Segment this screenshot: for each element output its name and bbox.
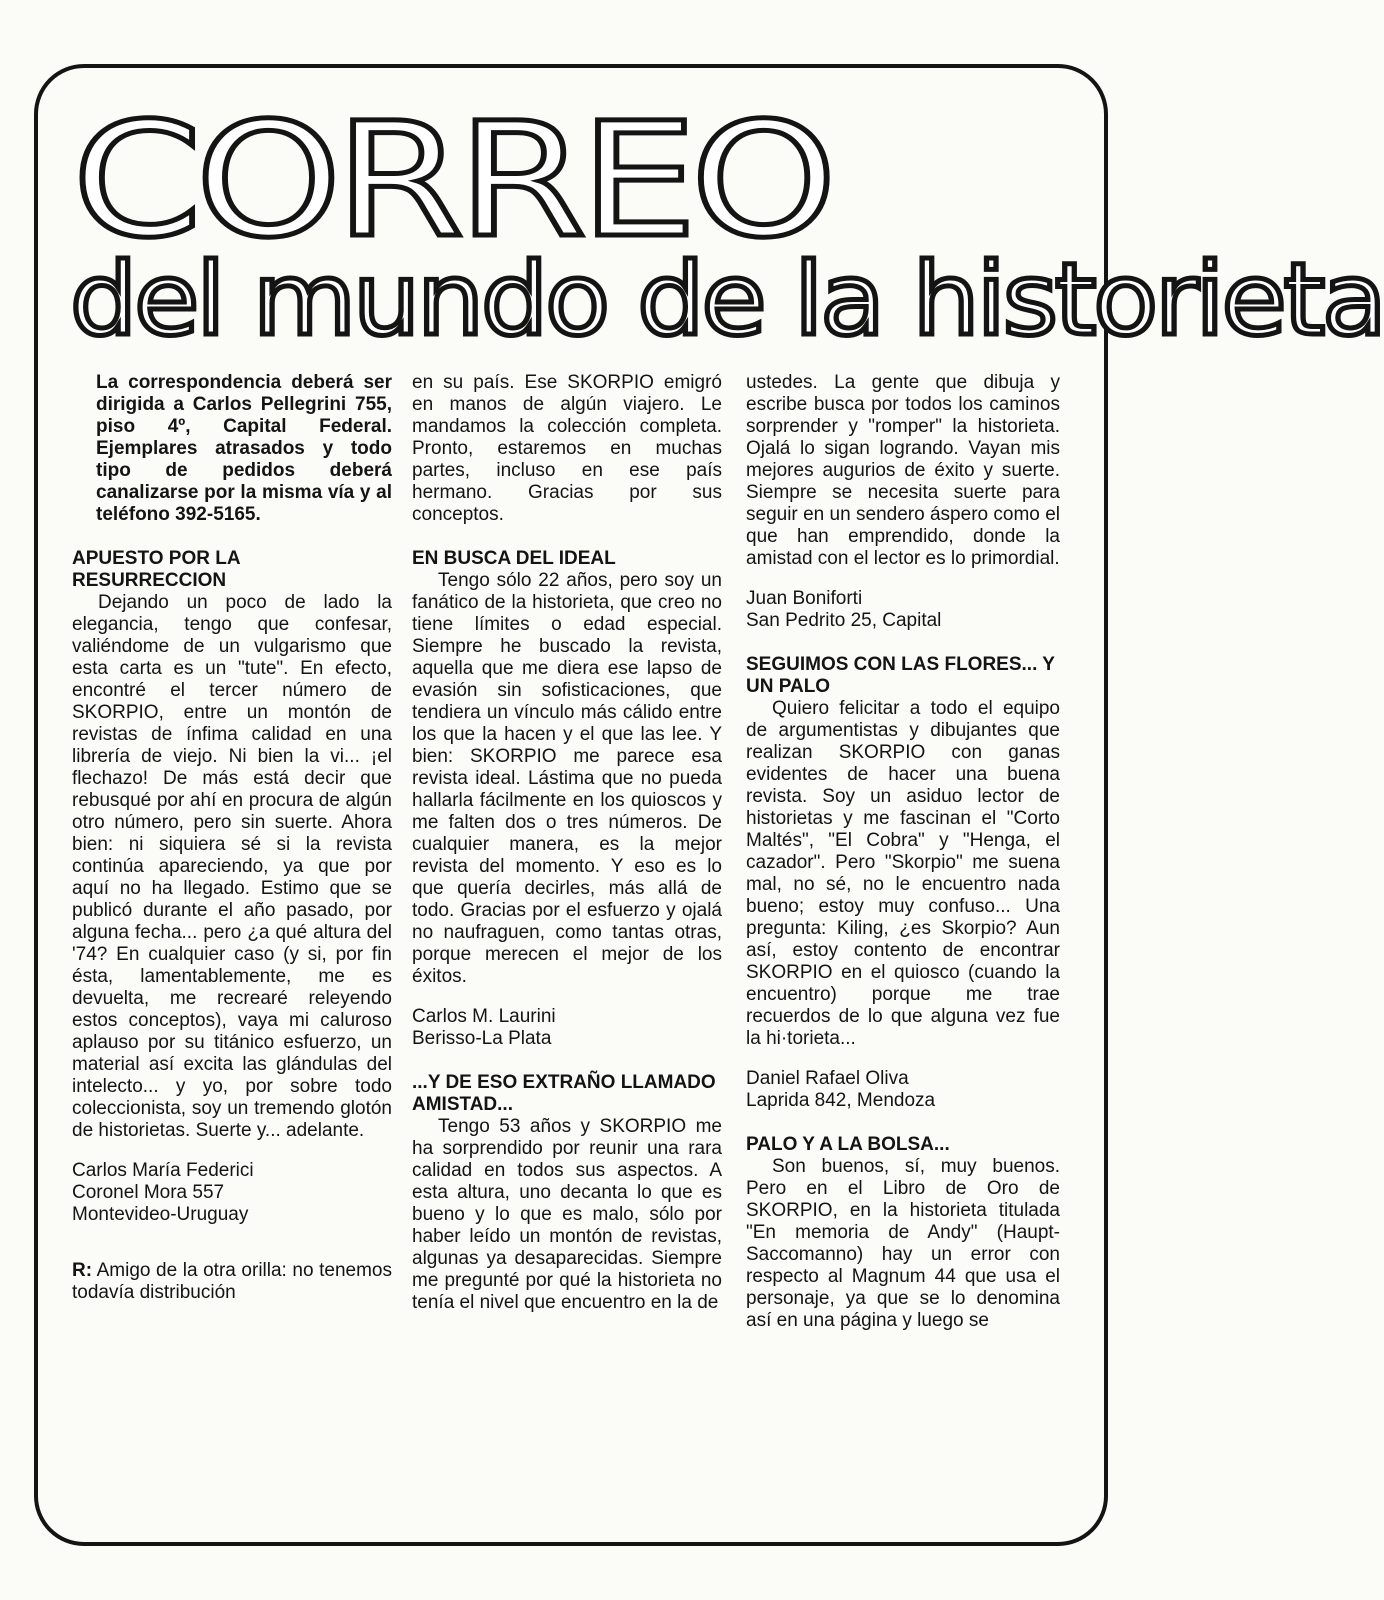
letter-body: Dejando un poco de lado la elegancia, tengo que confesar, valiéndome de un vulgarismo que esta carta es un "tute". En efecto, encontré el tercer número de SKORPIO, entre un montón de revistas de ínfima calidad en una librería de viejo. Ni bien la vi... ¡el flechazo! De más está decir que rebusqué por ahí en procura de algún otro número, pero sin suerte. Ahora bien: ni siquiera sé si la revista continúa apareciendo, ya que por aquí no ha llegado. Estimo que se publicó durante el año pasado, por alguna fecha... pero ¿a qué altura del '74? En cualquier caso (y si, por fin ésta, lamentablemente, me es devuelta, me recrearé releyendo estos conceptos), vaya mi caluroso aplauso por su titánico esfuerzo, un material así excita las glándulas del intelecto... y yo, por sobre todo coleccionista, soy un tremendo glotón de historietas. Suerte y... adelante. [72, 592, 392, 1141]
letter-body: Tengo sólo 22 años, pero soy un fanático de la historieta, que creo no tiene límites o edad especial. Siempre he buscado la revista, aquella que me diera ese lapso de evasión sin sofisticaciones, que tendiera un vínculo más cálido entre los que la hacen y el que las lee. Y bien: SKORPIO me parece esa revista ideal. Lástima que no pueda hallarla fácilmente en los quioscos y me falten dos o tres números. De cualquier manera, es la mejor revista del momento. Y eso es lo que quería decirles, más allá de todo. Gracias por el esfuerzo y ojalá no naufraguen, como tantas otras, porque merecen el mejor de los éxitos. [412, 570, 722, 987]
letter-signature-name: Carlos María Federici [72, 1160, 254, 1181]
reply-label: R: [72, 1260, 93, 1281]
letter-heading: PALO Y A LA BOLSA... [746, 1134, 950, 1155]
intro-notice: La correspondencia deberá ser dirigida a Carlos Pellegrini 755, piso 4º, Capital Federal. Ejemplares atrasados y todo tipo de pedidos deberá canalizarse por la misma vía y al teléfono 392-5165. [96, 372, 392, 525]
letter-body: Tengo 53 años y SKORPIO me ha sorprendido por reunir una rara calidad en todos sus aspectos. A esta altura, uno decanta lo que es bueno y lo que es malo, sólo por haber leído un montón de revistas, algunas ya desaparecidas. Siempre me pregunté por qué la historieta no tenía el nivel que encuentro en la de [412, 1116, 722, 1313]
letter-signature-address: San Pedrito 25, Capital [746, 610, 942, 631]
letter-body: Quiero felicitar a todo el equipo de argumentistas y dibujantes que realizan SKORPIO con ganas evidentes de hacer una buena revista. Soy un asiduo lector de historietas y me fascinan el "Corto Maltés", "El Cobra" y "Henga, el cazador". Pero "Skorpio" me suena mal, no sé, no le encuentro nada bueno; estoy muy confuso... Una pregunta: Kiling, ¿es Skorpio? Aun así, estoy contento de encontrar SKORPIO en el quiosco (cuando la encuentro) porque me trae recuerdos de lo que alguna vez fue la hi·torieta... [746, 698, 1060, 1049]
letter-signature-address: Berisso-La Plata [412, 1028, 552, 1049]
column-3 [746, 372, 1060, 1332]
page-title: CORREO [72, 89, 831, 273]
column-1 [72, 372, 392, 1304]
letter-signature-name: Carlos M. Laurini [412, 1006, 556, 1027]
letter-signature-name: Daniel Rafael Oliva [746, 1068, 909, 1089]
letter-heading: SEGUIMOS CON LAS FLORES... Y UN PALO [746, 654, 1055, 697]
letter-body-continued: ustedes. La gente que dibuja y escribe busca por todos los caminos sorprender y "romper" la historieta. Ojalá lo sigan logrando. Vayan mis mejores augurios de éxito y suerte. Siempre se necesita suerte para seguir en un sendero áspero como el que han emprendido, donde la amistad con el lector es lo primordial. [746, 372, 1060, 569]
column-2 [412, 372, 722, 1314]
letter-signature-address: Montevideo-Uruguay [72, 1204, 249, 1225]
letter-signature-address: Laprida 842, Mendoza [746, 1090, 936, 1111]
letter-heading: ...Y DE ESO EXTRAÑO LLAMADO AMISTAD... [412, 1072, 716, 1115]
letter-heading: APUESTO POR LA RESURRECCION [72, 548, 240, 591]
reply-text: Amigo de la otra orilla: no tenemos todavía distribución [72, 1260, 392, 1303]
letter-signature-address: Coronel Mora 557 [72, 1182, 225, 1203]
letter-body: Son buenos, sí, muy buenos. Pero en el Libro de Oro de SKORPIO, en la historieta titulada "En memoria de Andy" (Haupt-Saccomanno) hay un error con respecto al Magnum 44 que usa el personaje, ya que se lo denomina así en una página y luego se [746, 1156, 1060, 1331]
editor-reply-continued: en su país. Ese SKORPIO emigró en manos de algún viajero. Le mandamos la colección completa. Pronto, estaremos en muchas partes, incluso en ese país hermano. Gracias por sus conceptos. [412, 372, 722, 525]
page-subtitle: del mundo de la historieta [70, 241, 1384, 358]
letter-signature-name: Juan Boniforti [746, 588, 863, 609]
editor-reply [72, 1260, 392, 1304]
letter-heading: EN BUSCA DEL IDEAL [412, 548, 616, 569]
